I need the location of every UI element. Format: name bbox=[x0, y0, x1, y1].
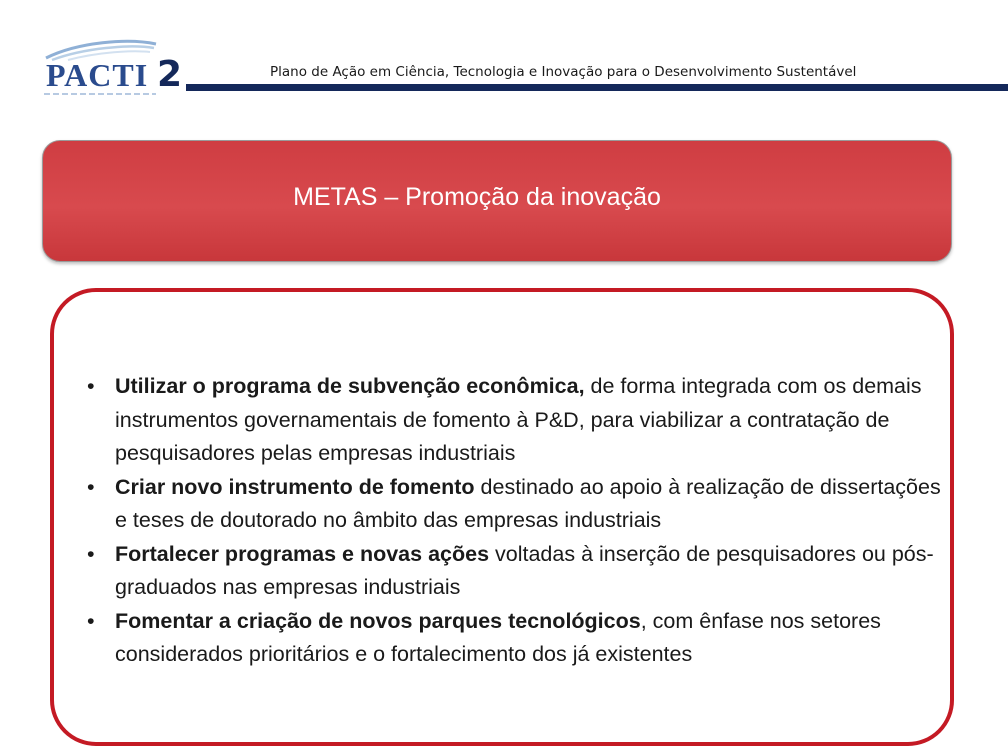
logo-text: PACTI bbox=[46, 57, 149, 93]
bullet-text: , com ênfase nos setores considerados prioritários e o fortalecimento dos já existentes bbox=[115, 608, 881, 666]
bullet-bold-text: Utilizar o programa de subvenção econômica, bbox=[115, 374, 585, 398]
slide-title: METAS – Promoção da inovação bbox=[293, 183, 661, 211]
title-banner bbox=[42, 140, 952, 262]
bullet-item bbox=[85, 471, 945, 538]
bullet-text: destinado ao apoio à realização de dissertações e teses de doutorado no âmbito das empresas industriais bbox=[115, 474, 941, 532]
bullet-text: de forma integrada com os demais instrumentos governamentais de fomento à P&D, para viabilizar a contratação de pesquisadores pelas empresas industriais bbox=[115, 374, 922, 465]
pacti-logo bbox=[38, 36, 188, 98]
bullet-item bbox=[85, 538, 945, 605]
bullet-list bbox=[85, 370, 945, 672]
logo-number: 2 bbox=[157, 54, 183, 95]
bullet-icon: • bbox=[87, 374, 95, 398]
bullet-bold-text: Fortalecer programas e novas ações bbox=[115, 541, 490, 566]
bullet-item bbox=[85, 370, 945, 471]
bullet-bold-text: Fomentar a criação de novos parques tecnológicos bbox=[115, 608, 641, 633]
header-divider bbox=[186, 84, 1008, 91]
header-subtitle: Plano de Ação em Ciência, Tecnologia e Inovação para o Desenvolvimento Sustentável bbox=[270, 64, 857, 80]
bullet-bold-text: Criar novo instrumento de fomento bbox=[115, 474, 475, 499]
bullet-icon: • bbox=[87, 541, 95, 566]
bullet-icon: • bbox=[87, 474, 95, 499]
bullet-item bbox=[85, 605, 945, 672]
bullet-icon: • bbox=[87, 608, 95, 633]
bullet-text: voltadas à inserção de pesquisadores ou pós-graduados nas empresas industriais bbox=[115, 541, 934, 599]
